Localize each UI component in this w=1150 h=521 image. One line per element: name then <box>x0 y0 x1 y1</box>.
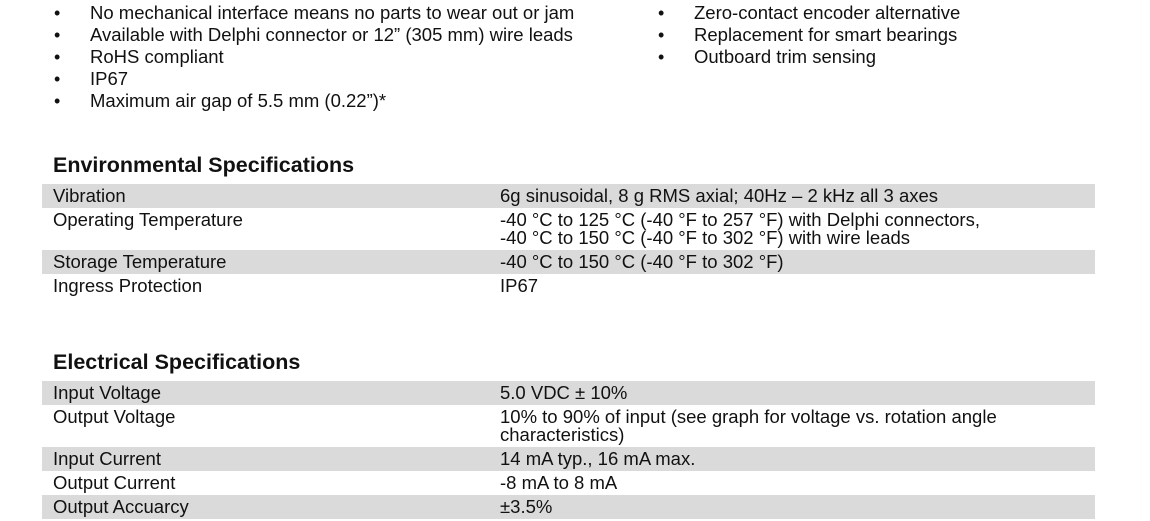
table-row <box>42 208 1095 250</box>
spec-value: -40 °C to 150 °C (-40 °F to 302 °F) <box>500 250 1095 274</box>
spec-label: Output Accuarcy <box>42 495 500 519</box>
bullet-icon: • <box>54 69 61 89</box>
list-item <box>656 24 960 46</box>
spec-value-line: -40 °C to 150 °C (-40 °F to 302 °F) with wire leads <box>500 227 911 248</box>
spec-label: Vibration <box>42 184 500 208</box>
feature-text: RoHS compliant <box>90 46 224 67</box>
feature-text: Maximum air gap of 5.5 mm (0.22”)* <box>90 90 387 111</box>
table-row <box>42 184 1095 208</box>
spec-label: Input Current <box>42 447 500 471</box>
spec-label: Output Current <box>53 472 176 493</box>
spec-value <box>500 405 1095 447</box>
list-item <box>52 24 574 46</box>
feature-list-right <box>656 2 960 68</box>
environmental-specs-table <box>42 184 1095 298</box>
table-row <box>42 274 1095 298</box>
spec-value: -8 mA to 8 mA <box>500 472 618 493</box>
bullet-icon: • <box>54 91 61 111</box>
feature-list-left <box>52 2 574 112</box>
bullet-icon: • <box>54 3 61 23</box>
electrical-specs-heading: Electrical Specifications <box>53 350 301 374</box>
list-item <box>656 2 960 24</box>
spec-value: 5.0 VDC ± 10% <box>500 381 1095 405</box>
feature-text: Outboard trim sensing <box>694 46 877 67</box>
spec-label: Ingress Protection <box>53 275 203 296</box>
spec-label: Operating Temperature <box>53 209 243 230</box>
table-row <box>42 447 1095 471</box>
spec-value-line: -40 °C to 125 °C (-40 °F to 257 °F) with Delphi connectors, <box>500 209 980 230</box>
bullet-icon: • <box>658 3 665 23</box>
bullet-icon: • <box>658 47 665 67</box>
bullet-icon: • <box>54 47 61 67</box>
feature-text: Zero-contact encoder alternative <box>694 2 961 23</box>
spec-value-line: 10% to 90% of input (see graph for voltage vs. rotation angle <box>500 406 997 427</box>
spec-value: ±3.5% <box>500 495 1095 519</box>
table-row <box>42 250 1095 274</box>
list-item <box>52 90 574 112</box>
list-item <box>52 2 574 24</box>
spec-value: IP67 <box>500 275 539 296</box>
spec-value-line: characteristics) <box>500 424 625 445</box>
spec-label: Input Voltage <box>42 381 500 405</box>
environmental-specs-heading: Environmental Specifications <box>53 153 355 177</box>
feature-text: No mechanical interface means no parts to wear out or jam <box>90 2 575 23</box>
electrical-specs-table <box>42 381 1095 519</box>
spec-label: Storage Temperature <box>42 250 500 274</box>
list-item <box>656 46 960 68</box>
list-item <box>52 46 574 68</box>
table-row <box>42 405 1095 447</box>
table-row <box>42 471 1095 495</box>
feature-text: Available with Delphi connector or 12” (305 mm) wire leads <box>90 24 573 45</box>
bullet-icon: • <box>658 25 665 45</box>
list-item <box>52 68 574 90</box>
bullet-icon: • <box>54 25 61 45</box>
spec-label: Output Voltage <box>53 406 176 427</box>
feature-list <box>0 0 1150 120</box>
table-row <box>42 381 1095 405</box>
table-row <box>42 495 1095 519</box>
spec-value <box>500 208 1095 250</box>
spec-value: 6g sinusoidal, 8 g RMS axial; 40Hz – 2 kHz all 3 axes <box>500 184 1095 208</box>
feature-text: Replacement for smart bearings <box>694 24 958 45</box>
spec-value: 14 mA typ., 16 mA max. <box>500 447 1095 471</box>
feature-text: IP67 <box>90 68 129 89</box>
